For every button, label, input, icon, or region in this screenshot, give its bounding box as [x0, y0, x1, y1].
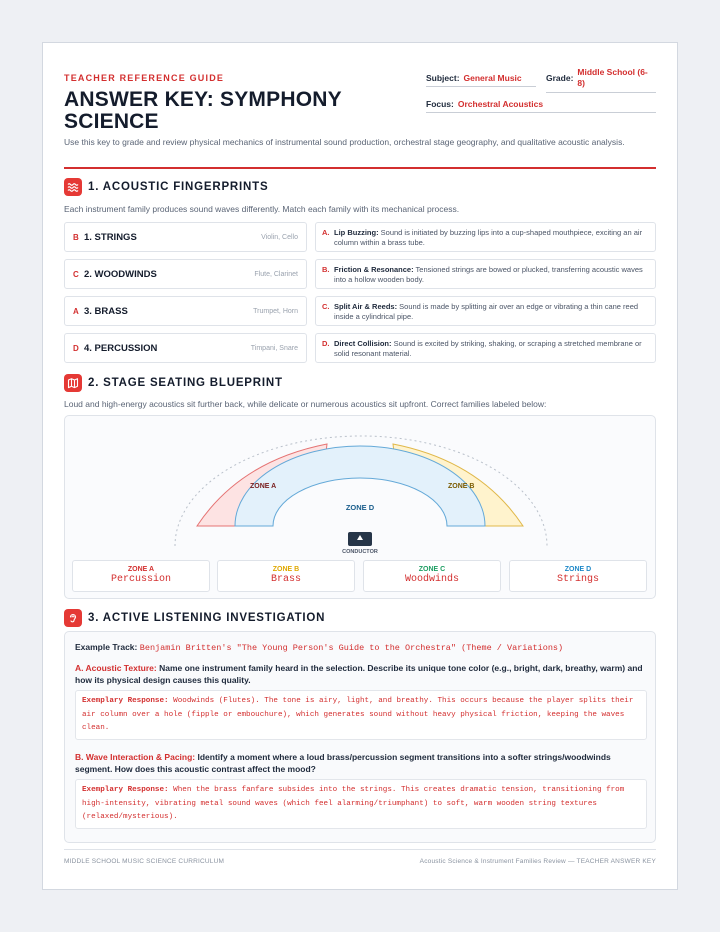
header-divider — [64, 167, 656, 169]
zone-label: ZONE B — [272, 566, 300, 573]
process-text: Tensioned strings are bowed or plucked, transferring acoustic waves into a hollow wooden body. — [334, 265, 643, 284]
question-b — [75, 751, 647, 775]
process-text: Sound is excited by striking, shaking, or scraping a stretched membrane or solid resonant material. — [334, 339, 642, 358]
meta-focus — [426, 99, 656, 113]
response-a — [75, 690, 647, 740]
meta-subject — [426, 73, 536, 87]
zone-c-card — [363, 560, 501, 592]
stage-label-zone-d: ZONE D — [345, 503, 375, 512]
zone-family: Percussion — [110, 574, 171, 585]
footer-divider — [64, 849, 656, 850]
footer-left: MIDDLE SCHOOL MUSIC SCIENCE CURRICULUM — [64, 858, 225, 865]
section-1-title: 1. ACOUSTIC FINGERPRINTS — [88, 181, 269, 193]
family-answer: A — [73, 306, 79, 316]
footer-right: Acoustic Science & Instrument Families Review — TEACHER ANSWER KEY — [419, 858, 656, 865]
grade-label: Grade: — [546, 73, 574, 83]
process-term: Direct Collision: — [334, 339, 392, 348]
stage-label-zone-a: ZONE A — [250, 483, 277, 490]
process-letter: D. — [322, 339, 330, 348]
process-text: Sound is initiated by buzzing lips into a cup-shaped mouthpiece, exciting an air column within a brass tube. — [334, 228, 643, 247]
subject-value: General Music — [463, 73, 522, 83]
section-3-title: 3. ACTIVE LISTENING INVESTIGATION — [88, 612, 326, 624]
section-2-heading — [64, 374, 283, 392]
family-examples: Flute, Clarinet — [254, 270, 298, 278]
response-b-text: When the brass fanfare subsides into the strings. This creates dramatic tension, transitioning from high-intensity, vibrating metal sound waves (which feel alarming/triumphant) to soft, warm wooden string textures (relaxed/mysterious). — [82, 786, 625, 821]
section-1-heading — [64, 178, 268, 196]
section-2-title: 2. STAGE SEATING BLUEPRINT — [88, 377, 283, 389]
family-name: 1. STRINGS — [84, 231, 137, 243]
zone-b-card — [217, 560, 355, 592]
zone-label: ZONE D — [564, 566, 592, 573]
page-title: ANSWER KEY: SYMPHONY SCIENCE — [64, 88, 342, 133]
stage-seating-diagram — [64, 415, 656, 599]
zone-family: Strings — [556, 574, 599, 585]
zone-family: Brass — [270, 574, 301, 585]
zone-label: ZONE A — [127, 566, 155, 573]
response-b — [75, 779, 647, 829]
section-2-subtitle: Loud and high-energy acoustics sit further back, while delicate or numerous acoustics sit upfront. Correct families labeled below: — [64, 399, 547, 409]
family-card-percussion — [64, 333, 307, 363]
family-name: 4. PERCUSSION — [84, 342, 158, 354]
response-a-text: Woodwinds (Flutes). The tone is airy, light, and breathy. This occurs because the player splits their air column over a hole (fipple or embouchure), which generates sound without heavy physical friction, keeping the waves clean. — [82, 697, 634, 732]
zone-label: ZONE C — [418, 566, 446, 573]
question-a-text: Name one instrument family heard in the selection. Describe its unique tone color (e.g., bright, dark, breathy, warm) and how its physical design causes this quality. — [75, 663, 643, 685]
section-1-subtitle: Each instrument family produces sound waves differently. Match each family with its mechanical process. — [64, 204, 460, 214]
family-card-woodwinds — [64, 259, 307, 289]
family-answer: D — [73, 343, 79, 353]
process-card-c — [315, 296, 656, 326]
question-a-label: A. Acoustic Texture: — [75, 663, 157, 673]
family-name: 3. BRASS — [84, 305, 128, 317]
section-3-heading — [64, 609, 325, 627]
subject-label: Subject: — [426, 73, 460, 83]
process-term: Split Air & Reeds: — [334, 302, 398, 311]
track-value: Benjamin Britten's "The Young Person's Guide to the Orchestra" (Theme / Variations) — [139, 643, 564, 653]
zone-d-card — [509, 560, 647, 592]
grade-value: Middle School (6-8) — [577, 67, 648, 88]
meta-grade — [546, 67, 656, 93]
page-description: Use this key to grade and review physical mechanics of instrumental sound production, orchestral stage geography, and qualitative acoustic analysis. — [64, 137, 625, 147]
process-term: Lip Buzzing: — [334, 228, 379, 237]
map-icon — [64, 374, 82, 392]
process-letter: A. — [322, 228, 330, 237]
family-examples: Violin, Cello — [261, 233, 298, 241]
eyebrow-label: TEACHER REFERENCE GUIDE — [64, 73, 225, 83]
process-card-a — [315, 222, 656, 252]
stage-arcs — [65, 416, 655, 556]
family-card-brass — [64, 296, 307, 326]
ear-icon — [64, 609, 82, 627]
answer-key-page — [42, 42, 678, 890]
track-label: Example Track: — [75, 642, 138, 652]
listening-panel — [64, 631, 656, 843]
question-b-text: Identify a moment where a loud brass/percussion segment transitions into a softer strings/woodwinds segment. How does this acoustic contrast affect the mood? — [75, 752, 611, 774]
family-answer: C — [73, 269, 79, 279]
focus-value: Orchestral Acoustics — [457, 99, 544, 109]
family-answer: B — [73, 232, 79, 242]
response-a-label: Exemplary Response: — [82, 697, 169, 705]
stage-label-zone-b: ZONE B — [448, 483, 475, 490]
question-b-label: B. Wave Interaction & Pacing: — [75, 752, 196, 762]
family-examples: Timpani, Snare — [250, 344, 298, 352]
family-name: 2. WOODWINDS — [84, 268, 157, 280]
zone-family: Woodwinds — [404, 574, 459, 585]
process-text: Sound is made by splitting air over an edge or vibrating a thin cane reed inside a cylindrical pipe. — [334, 302, 639, 321]
family-card-strings — [64, 222, 307, 252]
zone-a-card — [72, 560, 210, 592]
waves-icon — [64, 178, 82, 196]
process-term: Friction & Resonance: — [334, 265, 414, 274]
conductor-label: CONDUCTOR — [342, 549, 378, 555]
response-b-label: Exemplary Response: — [82, 786, 169, 794]
focus-label: Focus: — [426, 99, 454, 109]
example-track — [75, 642, 563, 653]
process-letter: B. — [322, 265, 330, 274]
family-examples: Trumpet, Horn — [253, 307, 298, 315]
process-card-d — [315, 333, 656, 363]
question-a — [75, 662, 647, 686]
process-card-b — [315, 259, 656, 289]
process-letter: C. — [322, 302, 330, 311]
